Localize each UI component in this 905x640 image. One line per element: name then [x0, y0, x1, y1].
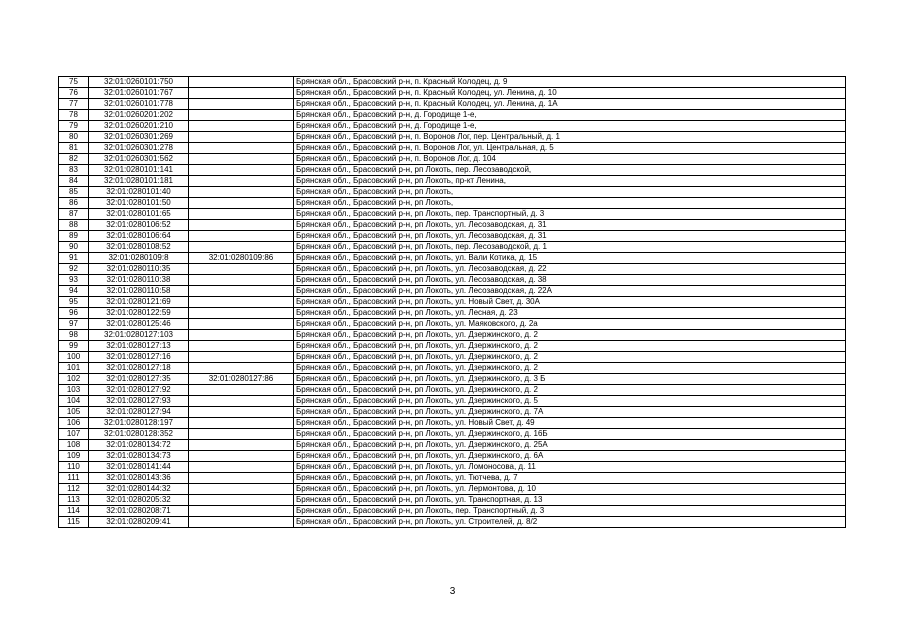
linked-cadastral-number-cell: [189, 330, 294, 341]
cadastral-number-cell: 32:01:0260301:278: [89, 143, 189, 154]
linked-cadastral-number-cell: 32:01:0280109:86: [189, 253, 294, 264]
row-number-cell: 100: [59, 352, 89, 363]
table-row: [59, 242, 846, 253]
table-row: [59, 264, 846, 275]
row-number-cell: 108: [59, 440, 89, 451]
address-cell: Брянская обл., Брасовский р-н, д. Городище 1-е,: [294, 110, 846, 121]
address-cell: Брянская обл., Брасовский р-н, рп Локоть, ул. Дзержинского, д. 6А: [294, 451, 846, 462]
address-cell: Брянская обл., Брасовский р-н, п. Красный Колодец, д. 9: [294, 77, 846, 88]
table-row: [59, 396, 846, 407]
cadastral-number-cell: 32:01:0280122:59: [89, 308, 189, 319]
linked-cadastral-number-cell: [189, 385, 294, 396]
address-cell: Брянская обл., Брасовский р-н, рп Локоть, ул. Лесозаводская, д. 31: [294, 231, 846, 242]
table-row: [59, 385, 846, 396]
cadastral-number-cell: 32:01:0260201:202: [89, 110, 189, 121]
cadastral-number-cell: 32:01:0280209:41: [89, 517, 189, 528]
address-cell: Брянская обл., Брасовский р-н, рп Локоть, ул. Дзержинского, д. 2: [294, 385, 846, 396]
address-cell: Брянская обл., Брасовский р-н, рп Локоть, ул. Дзержинского, д. 2: [294, 363, 846, 374]
row-number-cell: 95: [59, 297, 89, 308]
row-number-cell: 88: [59, 220, 89, 231]
row-number-cell: 114: [59, 506, 89, 517]
table-row: [59, 297, 846, 308]
table-row: [59, 286, 846, 297]
cadastral-number-cell: 32:01:0280109:8: [89, 253, 189, 264]
address-cell: Брянская обл., Брасовский р-н, рп Локоть, пер. Лесозаводской,: [294, 165, 846, 176]
linked-cadastral-number-cell: [189, 429, 294, 440]
address-cell: Брянская обл., Брасовский р-н, рп Локоть, ул. Дзержинского, д. 2: [294, 341, 846, 352]
linked-cadastral-number-cell: [189, 110, 294, 121]
table-row: [59, 374, 846, 385]
registry-table-body: [59, 77, 846, 528]
row-number-cell: 92: [59, 264, 89, 275]
table-row: [59, 176, 846, 187]
cadastral-number-cell: 32:01:0280143:36: [89, 473, 189, 484]
table-row: [59, 198, 846, 209]
row-number-cell: 115: [59, 517, 89, 528]
address-cell: Брянская обл., Брасовский р-н, рп Локоть, ул. Дзержинского, д. 2: [294, 352, 846, 363]
address-cell: Брянская обл., Брасовский р-н, рп Локоть, ул. Лесозаводская, д. 22: [294, 264, 846, 275]
cadastral-number-cell: 32:01:0260301:562: [89, 154, 189, 165]
row-number-cell: 84: [59, 176, 89, 187]
cadastral-number-cell: 32:01:0280144:32: [89, 484, 189, 495]
page-number: 3: [449, 586, 456, 597]
cadastral-number-cell: 32:01:0280108:52: [89, 242, 189, 253]
table-row: [59, 121, 846, 132]
table-row: [59, 495, 846, 506]
address-cell: Брянская обл., Брасовский р-н, рп Локоть, ул. Лермонтова, д. 10: [294, 484, 846, 495]
row-number-cell: 78: [59, 110, 89, 121]
linked-cadastral-number-cell: [189, 341, 294, 352]
cadastral-number-cell: 32:01:0280127:35: [89, 374, 189, 385]
linked-cadastral-number-cell: [189, 187, 294, 198]
linked-cadastral-number-cell: [189, 297, 294, 308]
linked-cadastral-number-cell: [189, 418, 294, 429]
table-row: [59, 462, 846, 473]
cadastral-number-cell: 32:01:0280106:52: [89, 220, 189, 231]
linked-cadastral-number-cell: [189, 286, 294, 297]
linked-cadastral-number-cell: [189, 407, 294, 418]
row-number-cell: 107: [59, 429, 89, 440]
address-cell: Брянская обл., Брасовский р-н, рп Локоть, ул. Лесозаводская, д. 31: [294, 220, 846, 231]
cadastral-number-cell: 32:01:0280101:181: [89, 176, 189, 187]
row-number-cell: 93: [59, 275, 89, 286]
address-cell: Брянская обл., Брасовский р-н, рп Локоть, ул. Транспортная, д. 13: [294, 495, 846, 506]
address-cell: Брянская обл., Брасовский р-н, рп Локоть, ул. Лесозаводская, д. 22А: [294, 286, 846, 297]
row-number-cell: 90: [59, 242, 89, 253]
row-number-cell: 75: [59, 77, 89, 88]
cadastral-number-cell: 32:01:0280106:64: [89, 231, 189, 242]
table-row: [59, 132, 846, 143]
linked-cadastral-number-cell: [189, 99, 294, 110]
address-cell: Брянская обл., Брасовский р-н, рп Локоть, ул. Дзержинского, д. 5: [294, 396, 846, 407]
cadastral-number-cell: 32:01:0280128:352: [89, 429, 189, 440]
row-number-cell: 96: [59, 308, 89, 319]
linked-cadastral-number-cell: [189, 176, 294, 187]
address-cell: Брянская обл., Брасовский р-н, рп Локоть, пр-кт Ленина,: [294, 176, 846, 187]
table-row: [59, 110, 846, 121]
cadastral-number-cell: 32:01:0280127:94: [89, 407, 189, 418]
cadastral-number-cell: 32:01:0280127:92: [89, 385, 189, 396]
linked-cadastral-number-cell: [189, 165, 294, 176]
linked-cadastral-number-cell: [189, 220, 294, 231]
linked-cadastral-number-cell: [189, 440, 294, 451]
cadastral-number-cell: 32:01:0280127:13: [89, 341, 189, 352]
address-cell: Брянская обл., Брасовский р-н, рп Локоть, пер. Транспортный, д. 3: [294, 506, 846, 517]
linked-cadastral-number-cell: [189, 77, 294, 88]
table-row: [59, 517, 846, 528]
table-row: [59, 451, 846, 462]
cadastral-number-cell: 32:01:0280101:65: [89, 209, 189, 220]
table-row: [59, 253, 846, 264]
address-cell: Брянская обл., Брасовский р-н, рп Локоть, ул. Дзержинского, д. 16Б: [294, 429, 846, 440]
linked-cadastral-number-cell: 32:01:0280127:86: [189, 374, 294, 385]
address-cell: Брянская обл., Брасовский р-н, рп Локоть, ул. Ломоносова, д. 11: [294, 462, 846, 473]
address-cell: Брянская обл., Брасовский р-н, рп Локоть, ул. Дзержинского, д. 7А: [294, 407, 846, 418]
cadastral-number-cell: 32:01:0280128:197: [89, 418, 189, 429]
cadastral-number-cell: 32:01:0280121:69: [89, 297, 189, 308]
table-row: [59, 99, 846, 110]
linked-cadastral-number-cell: [189, 352, 294, 363]
address-cell: Брянская обл., Брасовский р-н, рп Локоть, ул. Вали Котика, д. 15: [294, 253, 846, 264]
table-row: [59, 154, 846, 165]
cadastral-number-cell: 32:01:0280101:40: [89, 187, 189, 198]
table-row: [59, 88, 846, 99]
address-cell: Брянская обл., Брасовский р-н, рп Локоть, ул. Маяковского, д. 2а: [294, 319, 846, 330]
row-number-cell: 105: [59, 407, 89, 418]
table-row: [59, 429, 846, 440]
address-cell: Брянская обл., Брасовский р-н, п. Воронов Лог, д. 104: [294, 154, 846, 165]
cadastral-number-cell: 32:01:0280110:38: [89, 275, 189, 286]
linked-cadastral-number-cell: [189, 495, 294, 506]
row-number-cell: 81: [59, 143, 89, 154]
address-cell: Брянская обл., Брасовский р-н, рп Локоть, ул. Лесная, д. 23: [294, 308, 846, 319]
cadastral-number-cell: 32:01:0280127:18: [89, 363, 189, 374]
linked-cadastral-number-cell: [189, 473, 294, 484]
linked-cadastral-number-cell: [189, 517, 294, 528]
row-number-cell: 94: [59, 286, 89, 297]
linked-cadastral-number-cell: [189, 198, 294, 209]
cadastral-number-cell: 32:01:0280101:50: [89, 198, 189, 209]
cadastral-number-cell: 32:01:0280134:72: [89, 440, 189, 451]
linked-cadastral-number-cell: [189, 451, 294, 462]
row-number-cell: 83: [59, 165, 89, 176]
row-number-cell: 110: [59, 462, 89, 473]
table-row: [59, 77, 846, 88]
row-number-cell: 98: [59, 330, 89, 341]
cadastral-number-cell: 32:01:0280141:44: [89, 462, 189, 473]
table-row: [59, 220, 846, 231]
linked-cadastral-number-cell: [189, 506, 294, 517]
table-row: [59, 209, 846, 220]
address-cell: Брянская обл., Брасовский р-н, п. Воронов Лог, пер. Центральный, д. 1: [294, 132, 846, 143]
linked-cadastral-number-cell: [189, 231, 294, 242]
linked-cadastral-number-cell: [189, 121, 294, 132]
linked-cadastral-number-cell: [189, 154, 294, 165]
table-row: [59, 275, 846, 286]
table-row: [59, 187, 846, 198]
linked-cadastral-number-cell: [189, 88, 294, 99]
cadastral-number-cell: 32:01:0280101:141: [89, 165, 189, 176]
address-cell: Брянская обл., Брасовский р-н, рп Локоть, пер. Транспортный, д. 3: [294, 209, 846, 220]
cadastral-number-cell: 32:01:0280110:35: [89, 264, 189, 275]
row-number-cell: 109: [59, 451, 89, 462]
address-cell: Брянская обл., Брасовский р-н, рп Локоть, ул. Строителей, д. 8/2: [294, 517, 846, 528]
row-number-cell: 102: [59, 374, 89, 385]
linked-cadastral-number-cell: [189, 319, 294, 330]
table-row: [59, 506, 846, 517]
table-row: [59, 440, 846, 451]
linked-cadastral-number-cell: [189, 484, 294, 495]
cadastral-number-cell: 32:01:0280127:16: [89, 352, 189, 363]
cadastral-number-cell: 32:01:0280125:46: [89, 319, 189, 330]
table-row: [59, 352, 846, 363]
row-number-cell: 82: [59, 154, 89, 165]
table-row: [59, 363, 846, 374]
row-number-cell: 79: [59, 121, 89, 132]
row-number-cell: 76: [59, 88, 89, 99]
row-number-cell: 91: [59, 253, 89, 264]
row-number-cell: 111: [59, 473, 89, 484]
address-cell: Брянская обл., Брасовский р-н, рп Локоть, ул. Тютчева, д. 7: [294, 473, 846, 484]
linked-cadastral-number-cell: [189, 363, 294, 374]
row-number-cell: 112: [59, 484, 89, 495]
address-cell: Брянская обл., Брасовский р-н, рп Локоть, пер. Лесозаводской, д. 1: [294, 242, 846, 253]
address-cell: Брянская обл., Брасовский р-н, рп Локоть, ул. Дзержинского, д. 3 Б: [294, 374, 846, 385]
row-number-cell: 80: [59, 132, 89, 143]
row-number-cell: 97: [59, 319, 89, 330]
cadastral-number-cell: 32:01:0260101:767: [89, 88, 189, 99]
row-number-cell: 87: [59, 209, 89, 220]
linked-cadastral-number-cell: [189, 275, 294, 286]
linked-cadastral-number-cell: [189, 242, 294, 253]
table-row: [59, 231, 846, 242]
linked-cadastral-number-cell: [189, 264, 294, 275]
address-cell: Брянская обл., Брасовский р-н, рп Локоть, ул. Дзержинского, д. 2: [294, 330, 846, 341]
linked-cadastral-number-cell: [189, 462, 294, 473]
row-number-cell: 77: [59, 99, 89, 110]
row-number-cell: 86: [59, 198, 89, 209]
table-row: [59, 143, 846, 154]
address-cell: Брянская обл., Брасовский р-н, рп Локоть, ул. Дзержинского, д. 25А: [294, 440, 846, 451]
address-cell: Брянская обл., Брасовский р-н, д. Городище 1-е,: [294, 121, 846, 132]
row-number-cell: 99: [59, 341, 89, 352]
cadastral-number-cell: 32:01:0280134:73: [89, 451, 189, 462]
linked-cadastral-number-cell: [189, 396, 294, 407]
row-number-cell: 104: [59, 396, 89, 407]
address-cell: Брянская обл., Брасовский р-н, рп Локоть,: [294, 198, 846, 209]
address-cell: Брянская обл., Брасовский р-н, рп Локоть, ул. Новый Свет, д. 30А: [294, 297, 846, 308]
table-row: [59, 330, 846, 341]
address-cell: Брянская обл., Брасовский р-н, п. Красный Колодец, ул. Ленина, д. 1А: [294, 99, 846, 110]
row-number-cell: 106: [59, 418, 89, 429]
linked-cadastral-number-cell: [189, 132, 294, 143]
address-cell: Брянская обл., Брасовский р-н, п. Воронов Лог, ул. Центральная, д. 5: [294, 143, 846, 154]
address-cell: Брянская обл., Брасовский р-н, рп Локоть, ул. Новый Свет, д. 49: [294, 418, 846, 429]
linked-cadastral-number-cell: [189, 209, 294, 220]
table-row: [59, 308, 846, 319]
address-cell: Брянская обл., Брасовский р-н, рп Локоть, ул. Лесозаводская, д. 38: [294, 275, 846, 286]
cadastral-number-cell: 32:01:0280127:93: [89, 396, 189, 407]
cadastral-number-cell: 32:01:0280127:103: [89, 330, 189, 341]
address-cell: Брянская обл., Брасовский р-н, рп Локоть,: [294, 187, 846, 198]
table-row: [59, 484, 846, 495]
cadastral-number-cell: 32:01:0280205:32: [89, 495, 189, 506]
linked-cadastral-number-cell: [189, 143, 294, 154]
address-cell: Брянская обл., Брасовский р-н, п. Красный Колодец, ул. Ленина, д. 10: [294, 88, 846, 99]
row-number-cell: 103: [59, 385, 89, 396]
row-number-cell: 113: [59, 495, 89, 506]
table-row: [59, 319, 846, 330]
row-number-cell: 101: [59, 363, 89, 374]
table-row: [59, 165, 846, 176]
property-registry-table: [58, 76, 846, 528]
cadastral-number-cell: 32:01:0260201:210: [89, 121, 189, 132]
row-number-cell: 85: [59, 187, 89, 198]
table-row: [59, 407, 846, 418]
cadastral-number-cell: 32:01:0280110:58: [89, 286, 189, 297]
cadastral-number-cell: 32:01:0260101:778: [89, 99, 189, 110]
linked-cadastral-number-cell: [189, 308, 294, 319]
cadastral-number-cell: 32:01:0260101:750: [89, 77, 189, 88]
table-row: [59, 473, 846, 484]
table-row: [59, 418, 846, 429]
row-number-cell: 89: [59, 231, 89, 242]
cadastral-number-cell: 32:01:0280208:71: [89, 506, 189, 517]
cadastral-number-cell: 32:01:0260301:269: [89, 132, 189, 143]
table-row: [59, 341, 846, 352]
